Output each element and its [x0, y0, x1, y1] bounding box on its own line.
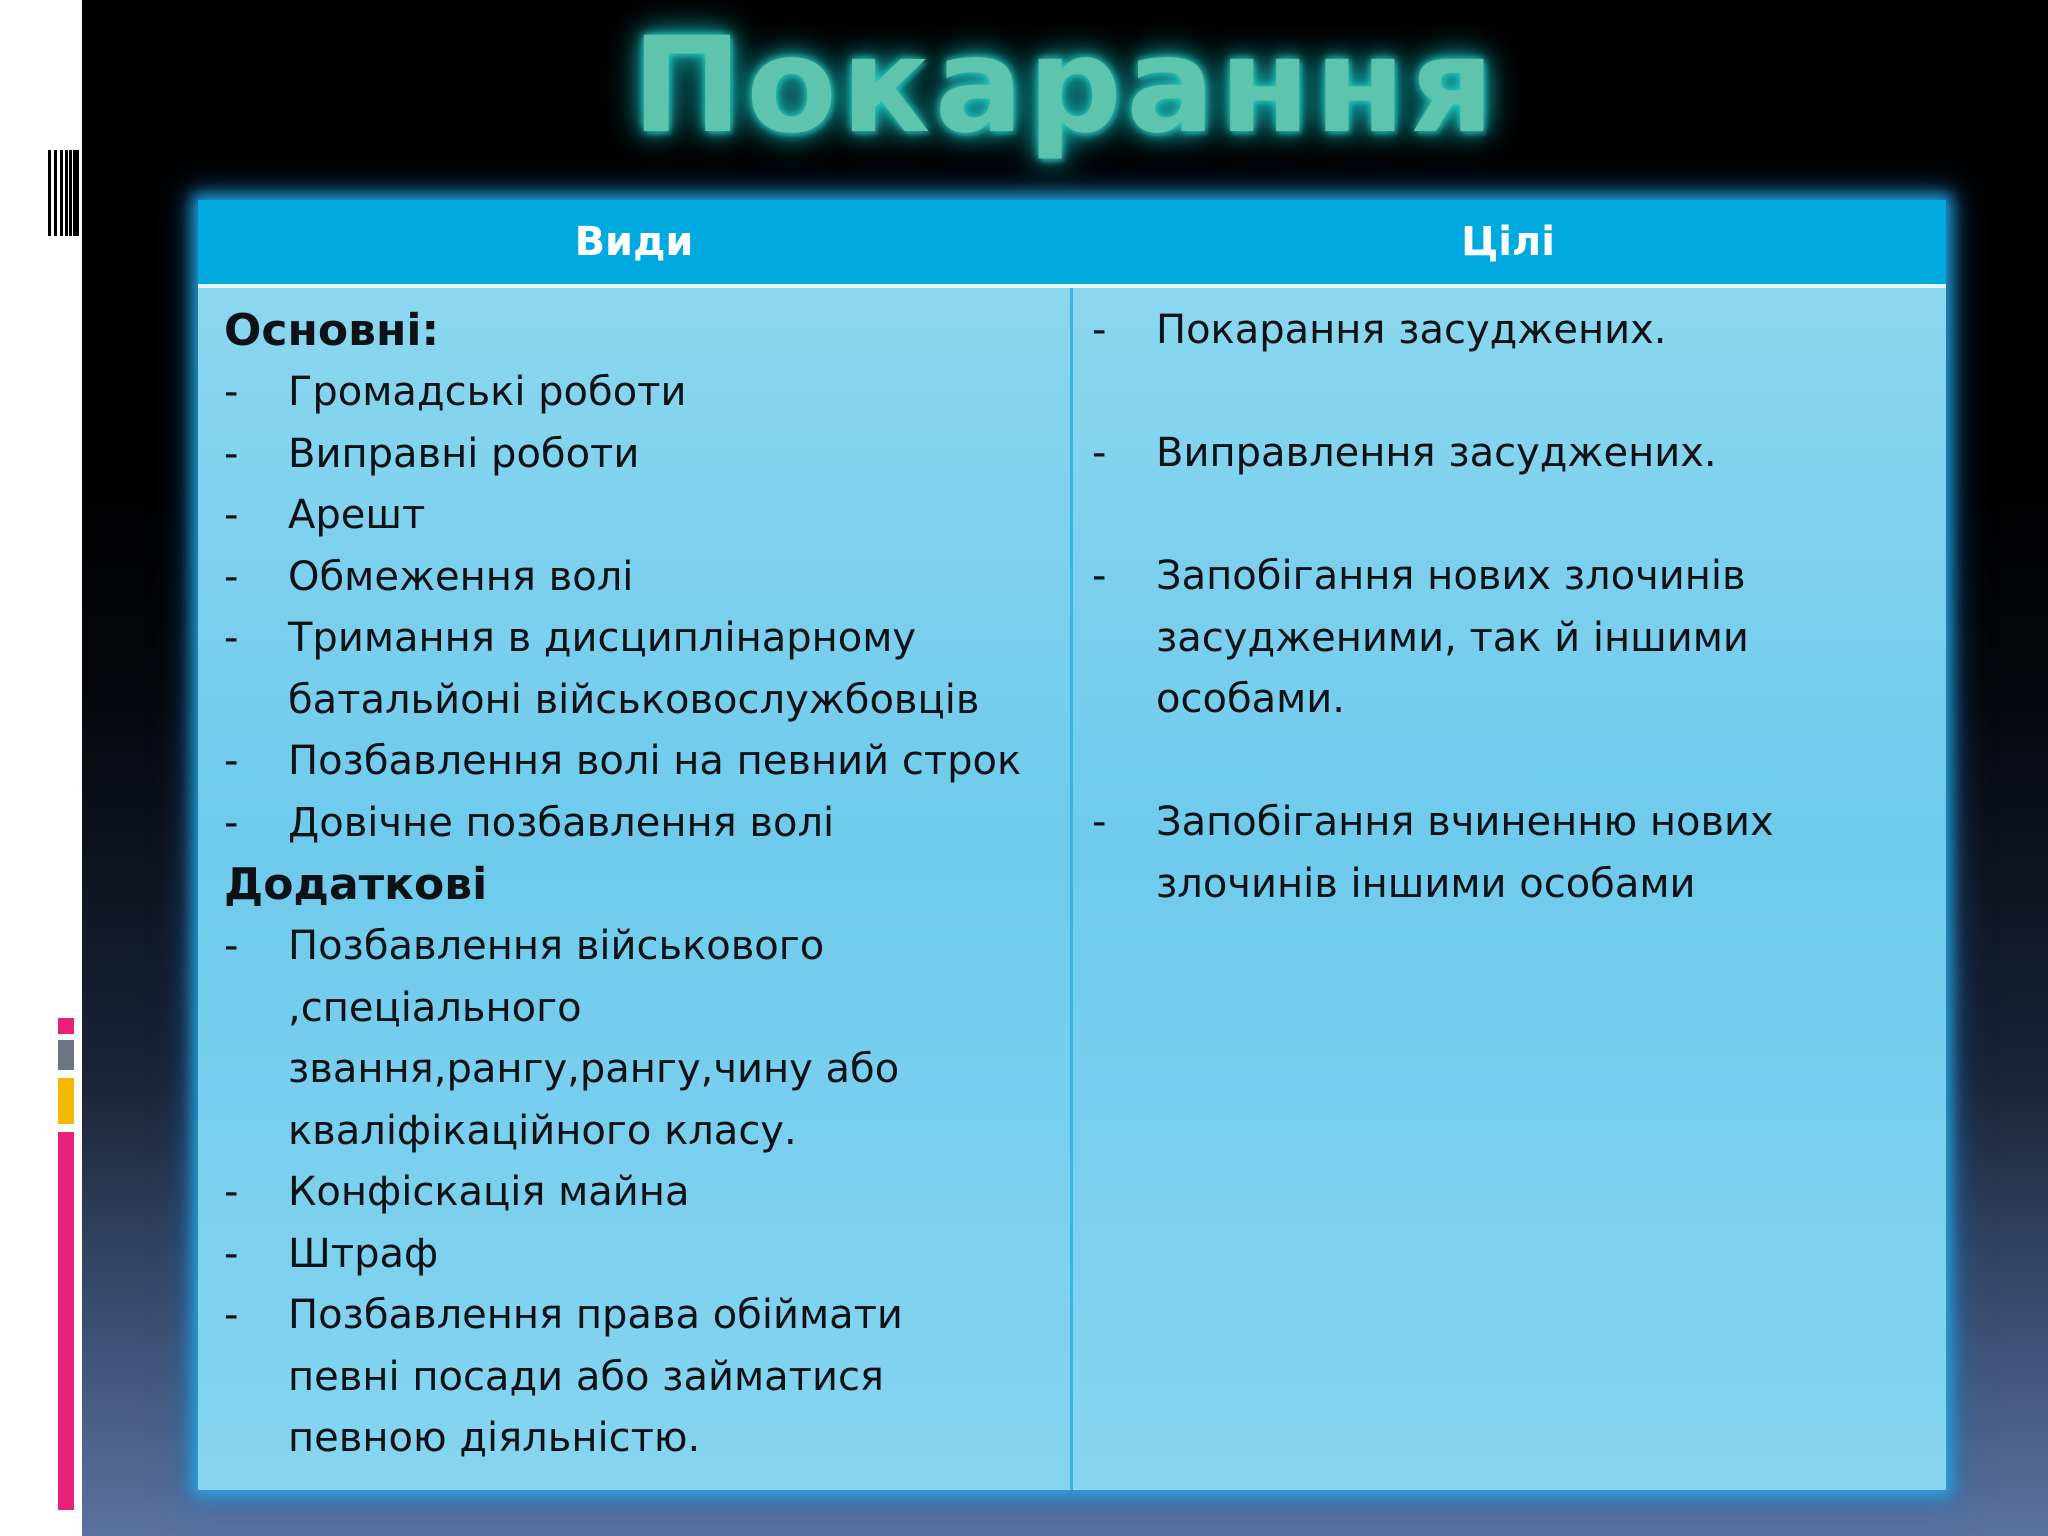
extra-types-title: Додаткові [224, 859, 488, 910]
table-header [198, 200, 1946, 288]
list-item: - Обмеження волі [224, 547, 1064, 609]
goals-list [1092, 300, 1922, 915]
list-item: - Арешт [224, 485, 1064, 547]
list-item: - Конфіскація майна [224, 1162, 1064, 1224]
slide-title: Покарання [631, 9, 1499, 163]
left-decor-strip [0, 0, 82, 1536]
list-item: - Позбавлення волі на певний строк [224, 731, 1064, 793]
main-types-title: Основні: [224, 305, 440, 356]
decor-lines [48, 150, 80, 236]
list-item: - Позбавлення військового ,спеціального звання,рангу,рангу,чину або кваліфікаційного класу. [224, 916, 928, 1162]
decor-accent-gray [58, 1040, 74, 1070]
list-item: - Довічне позбавлення волі [224, 793, 1064, 855]
header-types: Види [574, 219, 694, 265]
decor-accent-pink-small [58, 1018, 74, 1034]
column-divider [1070, 288, 1073, 1490]
extra-types-list [224, 916, 1064, 1470]
list-item: - Позбавлення права обіймати певні посади або займатися певною діяльністю. [224, 1285, 988, 1470]
list-item: - Запобігання вчиненню нових злочинів іншими особами [1092, 792, 1876, 915]
decor-accent-pink-bar [58, 1132, 74, 1510]
list-item: - Громадські роботи [224, 362, 1064, 424]
list-item: - Покарання засуджених. [1092, 300, 1922, 362]
header-goals: Цілі [1461, 219, 1555, 265]
list-item: - Виправлення засуджених. [1092, 423, 1922, 485]
list-item: - Запобігання нових злочинів засудженими, так й іншими особами. [1092, 546, 1876, 731]
goals-column [1092, 300, 1922, 977]
decor-accent-yellow [58, 1078, 74, 1124]
list-item: - Штраф [224, 1224, 1064, 1286]
list-item: - Тримання в дисциплінарному батальйоні військовослужбовців [224, 608, 1064, 731]
types-column [224, 300, 1064, 1470]
list-item: - Виправні роботи [224, 424, 1064, 486]
main-types-list [224, 362, 1064, 854]
punishment-table [198, 200, 1946, 1490]
